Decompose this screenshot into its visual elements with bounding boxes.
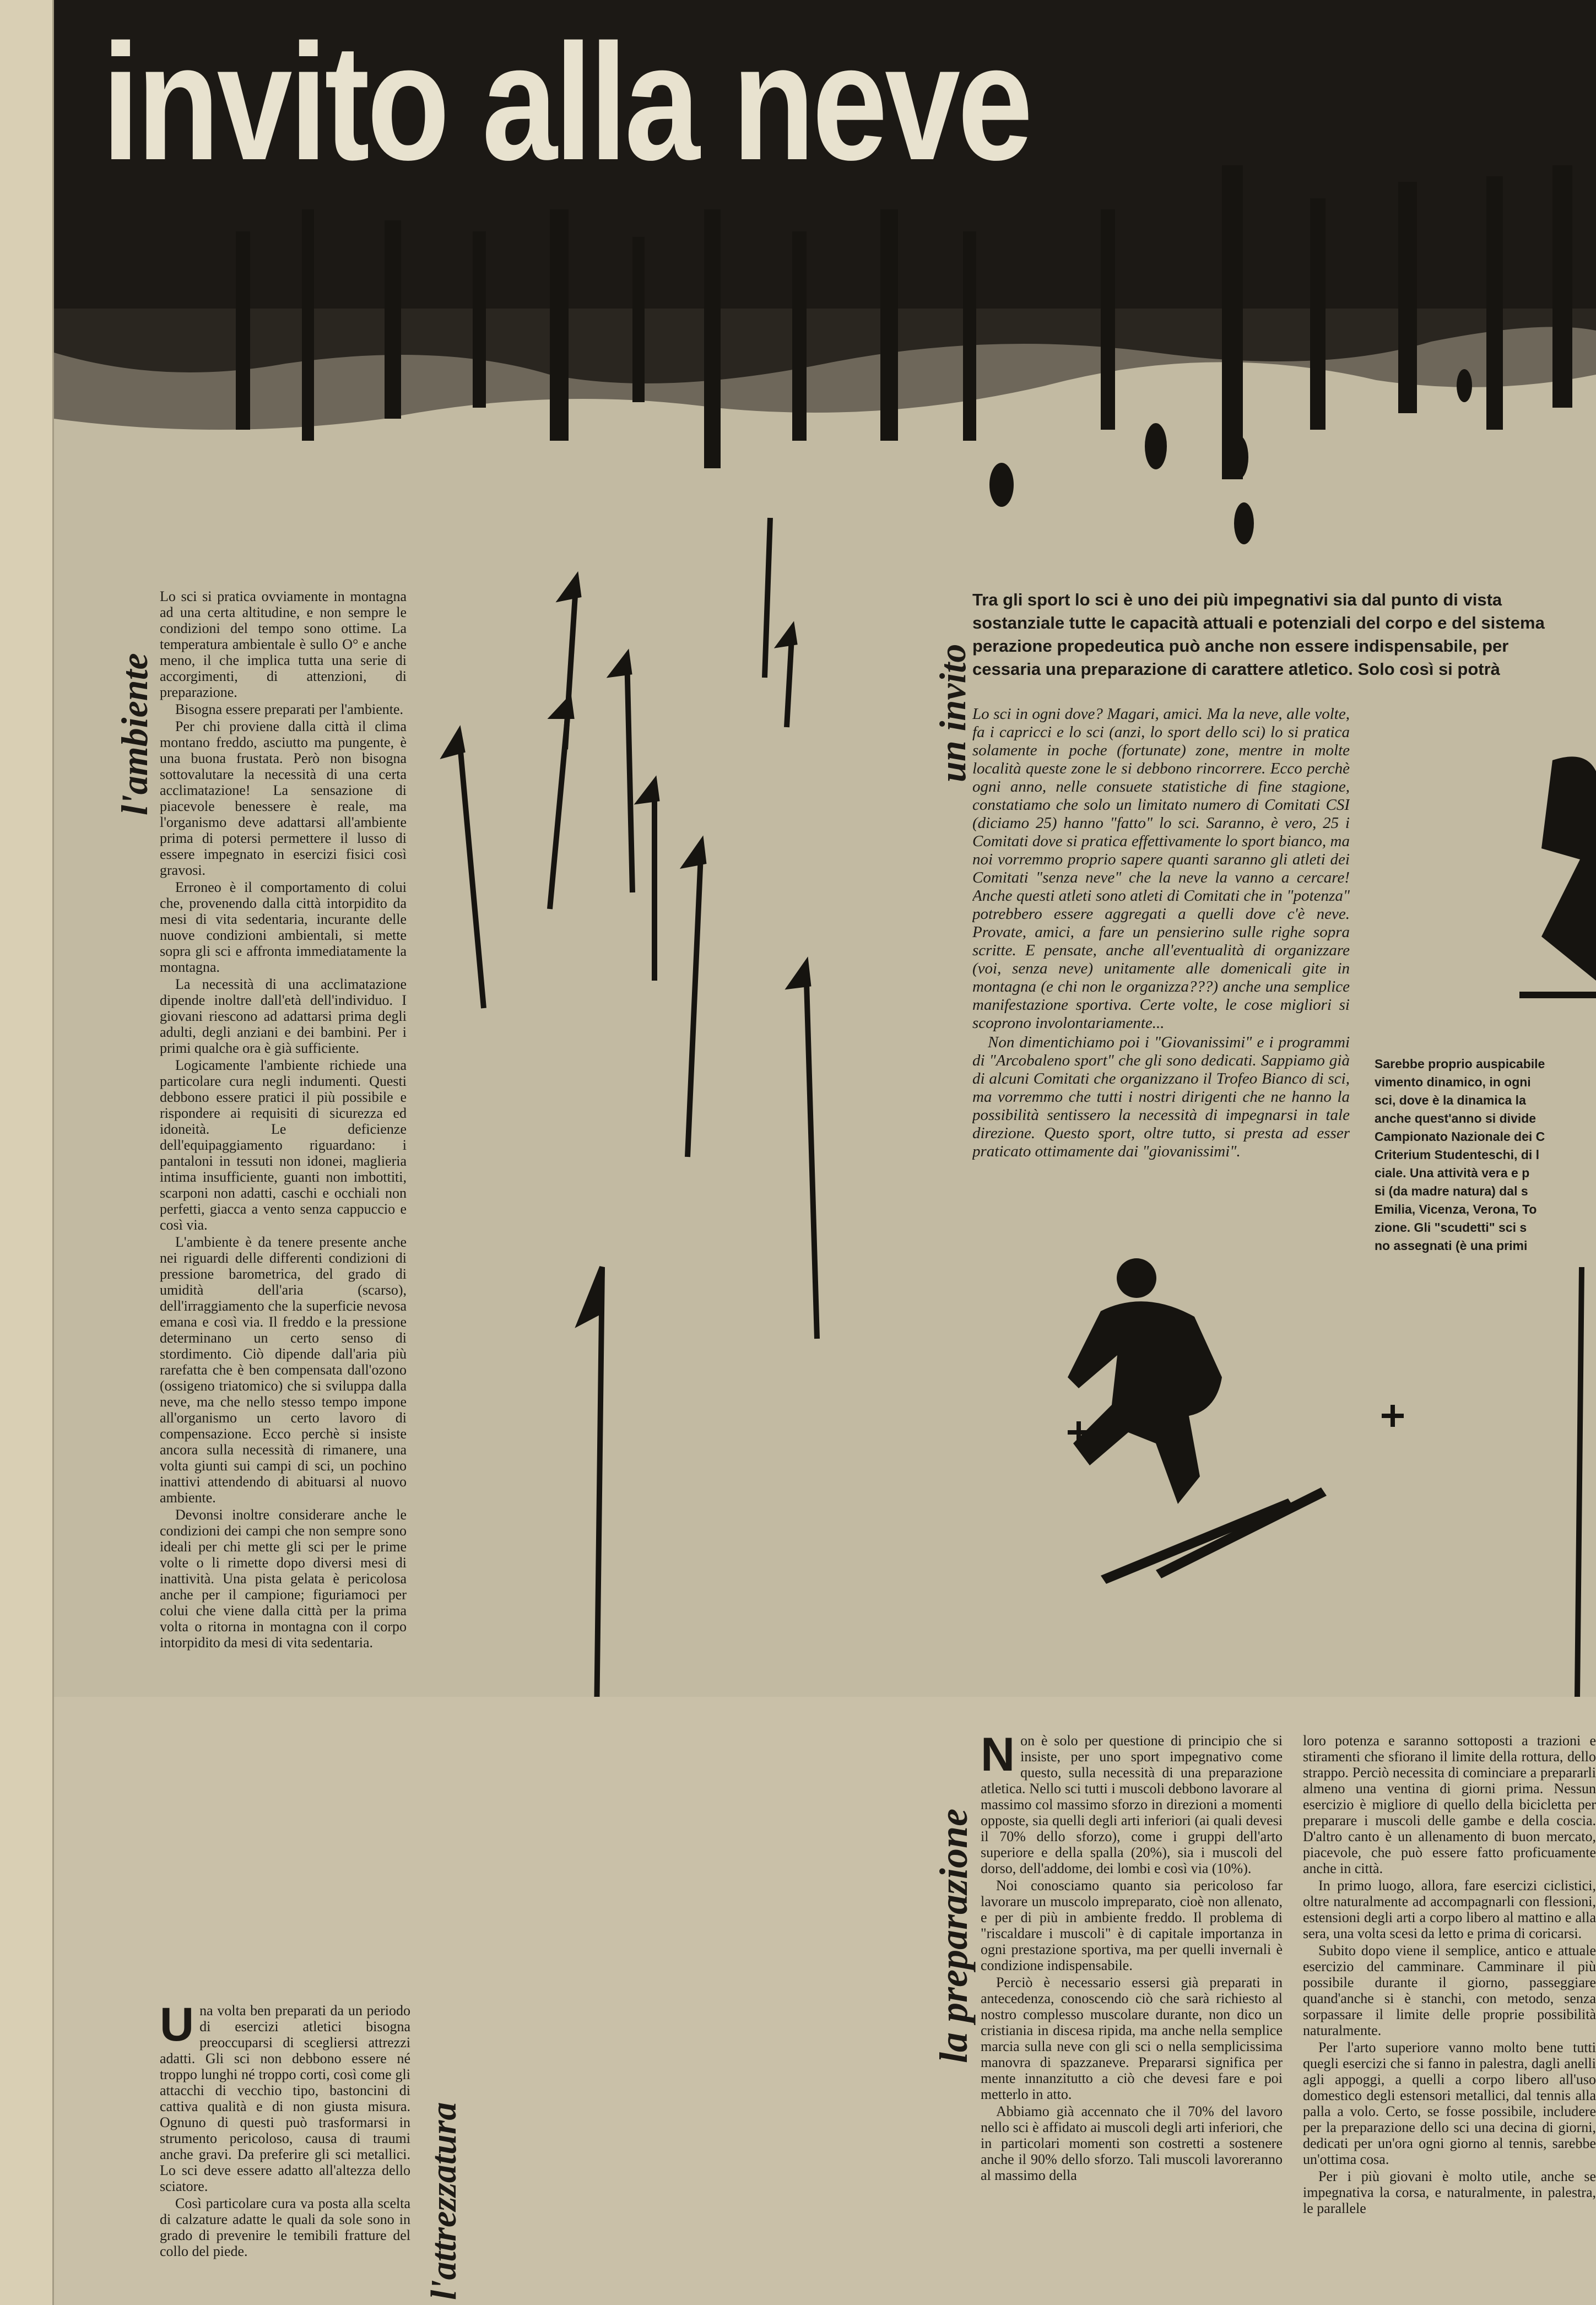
intro-line: cessaria una preparazione di carattere atletico. Solo così si potrà <box>972 659 1500 679</box>
caption-line: anche quest'anno si divide <box>1375 1111 1537 1126</box>
drop-cap: N <box>981 1733 1015 1781</box>
paragraph-text: na volta ben preparati da un periodo di esercizi atletici bisogna preoccuparsi di scegliersi attrezzi adatti. Gli sci non debbono essere né troppo lunghi né troppo corti, così come gli attacchi di vecchio tipo, bastoncini di cattiva qualità e di non giusta misura. Ognuno di questi può trasformarsi in strumento pericoloso, causa di traumi anche gravi. Da preferire gli sci metallici. Lo sci deve essere adatto all'altezza dello sciatore. <box>160 2003 410 2194</box>
paragraph: Per chi proviene dalla città il clima montano freddo, asciutto ma pungente, è una buona frustata. Però non bisogna sottovalutare la necessità di una certa acclimatazione! La sensazione di piacevole benessere è reale, ma l'organismo deve adattarsi all'ambiente prima di potersi permettere il lusso di essere impegnato in esercizi fisici così gravosi. <box>160 718 407 878</box>
intro-line: sostanziale tutte le capacità attuali e potenziali del corpo e del sistema <box>972 613 1545 632</box>
drop-cap: U <box>160 2003 194 2051</box>
invito-intro <box>972 588 1596 681</box>
caption-line: ciale. Una attività vera e p <box>1375 1166 1530 1180</box>
paragraph: Lo sci si pratica ovviamente in montagna ad una certa altitudine, e non sempre le condizioni del tempo sono ottime. La temperatura ambientale è sullo O° e anche meno, il che implica tutta una serie di accorgimenti, di attenzioni, di preparazione. <box>160 588 407 700</box>
photo-caption <box>1375 1055 1596 1255</box>
page-title: invito alla neve <box>102 9 1030 194</box>
paragraph: Così particolare cura va posta alla scelta di calzature adatte le quali da sole sono in grado di prevenire le temibili fratture del collo del piede. <box>160 2195 410 2259</box>
article-invito <box>972 705 1350 1256</box>
paragraph: Abbiamo già accennato che il 70% del lavoro nello sci è affidato ai muscoli degli arti inferiori, che in particolari momenti son costretti a sostenere anche il 90% dello sforzo. Tali muscoli lavoreranno al massimo della <box>981 2103 1283 2183</box>
paragraph <box>981 1733 1283 1876</box>
caption-line: Sarebbe proprio auspicabile <box>1375 1057 1545 1071</box>
caption-line: sci, dove è la dinamica la <box>1375 1093 1526 1107</box>
paragraph: Perciò è necessario essersi già preparati in antecedenza, conoscendo ciò che sarà richiesto al nostro complesso muscolare durante, non dico un cristiania in discesa ripida, ma anche nella semplice marcia sulla neve con gli sci o nella semplicissima manovra di spazzaneve. Prepararsi significa per mente innanzitutto a ciò che devesi fare e poi metterlo in atto. <box>981 1974 1283 2102</box>
intro-line: perazione propedeutica può anche non essere indispensabile, per <box>972 636 1509 656</box>
paragraph: Non dimentichiamo poi i "Giovanissimi" e i programmi di "Arcobaleno sport" che gli sono dedicati. Sappiamo già di alcuni Comitati che organizzano il Trofeo Bianco di sci, ma vorremmo che tutti i nostri dirigenti che ne hanno la possibilità sentissero la necessità di impegnarsi in tale direzione. Questo sport, oltre tutto, si presta ad esser praticato ottimamente dai "giovanissimi". <box>972 1034 1350 1160</box>
paragraph: Bisogna essere preparati per l'ambiente. <box>175 701 404 717</box>
caption-line: zione. Gli "scudetti" sci s <box>1375 1220 1527 1235</box>
article-ambiente <box>160 588 407 1828</box>
caption-line: no assegnati (è una primi <box>1375 1238 1528 1253</box>
article-preparazione-col2 <box>1303 1733 1596 2303</box>
paragraph: L'ambiente è da tenere presente anche nei riguardi delle differenti condizioni di pressione barometrica, del grado di umidità dell'aria (scarso), dell'irraggiamento che la superficie nevosa emana e così via. Il freddo e la pressione determinano un certo senso di stordimento. Ciò dipende dall'aria più rarefatta che è ben compensata dall'ozono (ossigeno triatomico) che si sviluppa dalla neve, ma che nello stesso tempo impone all'organismo un certo lavoro di compensazione. Ecco perchè si insiste ancora sulla necessità di rimanere, una volta giunti sui campi di sci, un pochino inattivi attendendo di abituarsi al nuovo ambiente. <box>160 1234 407 1506</box>
paragraph: Erroneo è il comportamento di colui che, provenendo dalla città intorpidito da mesi di vita sedentaria, incurante delle nuove condizioni ambientali, si mette sopra gli sci e affronta immediatamente la montagna. <box>160 879 407 975</box>
paragraph: Noi conosciamo quanto sia pericoloso far lavorare un muscolo impreparato, cioè non allenato, e per di più in ambiente freddo. Il problema di "riscaldare i muscoli" è di capitale importanza in ogni prestazione sportiva, ma per quelli invernali è condizione indispensabile. <box>981 1877 1283 1973</box>
paragraph: Lo sci in ogni dove? Magari, amici. Ma la neve, alle volte, fa i capricci e lo sci (anzi, lo sport dello sci) lo si pratica solamente in poche (fortunate) zone, mentre in molte località queste zone le si debbono rincorrere. Ecco perchè ogni anno, nelle consuete statistiche di fine stagione, constatiamo che solo un limitato numero di Comitati CSI (diciamo 25) hanno "fatto" lo sci. Saranno, è vero, 25 i Comitati dove si pratica effettivamente lo sport bianco, ma noi vorremmo proprio sapere quanti saranno gli atleti dei Comitati "senza neve" che la neve la vanno a cercare! Anche questi atleti sono atleti di Comitati che in "potenza" potrebbero essere aggregati a quelli dove c'è neve. Provate, amici, a fare un pensierino sulle righe sopra scritte. E pensate, anche all'eventualità di organizzare (voi, senza neve) unitamente alle domenicali gite in montagna (e chi non le organizza???) anche una semplice manifestazione sportiva. Certe volte, le cose migliori si scoprono involontariamente... <box>972 705 1350 1032</box>
article-preparazione-col1 <box>981 1733 1283 2303</box>
caption-line: vimento dinamico, in ogni <box>1375 1075 1531 1089</box>
paragraph: loro potenza e saranno sottoposti a trazioni e stiramenti che sfiorano il limite della rottura, dello strappo. Perciò necessita di cominciare a prepararli almeno una ventina di giorni prima. Nessun esercizio è migliore di quello della bicicletta per preparare i muscoli delle gambe e della coscia. D'altro canto è un allenamento di buon mercato, piacevole, che può essere fatto proficuamente anche in città. <box>1303 1733 1596 1876</box>
section-heading-invito: un invito <box>932 643 973 782</box>
paragraph-text: on è solo per questione di principio che si insiste, per uno sport impegnativo come questo, sulla necessità di una preparazione atletica. Nello sci tutti i muscoli debbono lavorare al massimo col massimo sforzo in direzioni a momenti opposte, sia quelli degli arti inferiori (ai quali devesi il 70% dello sforzo), come i gruppi dell'arto superiore e della spalla (20%), sia i muscoli del dorso, dell'addome, dei lombi e così via (10%). <box>981 1733 1283 1876</box>
paragraph: In primo luogo, allora, fare esercizi ciclistici, oltre naturalmente ad accompagnarli con flessioni, estensioni degli arti a corpo libero al mattino e alla sera, una volta scesi da letto e prima di coricarsi. <box>1303 1877 1596 1941</box>
paragraph: La necessità di una acclimatazione dipende inoltre dall'età dell'individuo. I giovani riescono ad adattarsi prima degli adulti, degli anziani e dei bambini. Per i primi qualche ora è già sufficiente. <box>160 976 407 1056</box>
section-heading-attrezzatura: l'attrezzatura <box>424 2102 464 2300</box>
paragraph: Devonsi inoltre considerare anche le condizioni dei campi che non sempre sono ideali per chi mette gli sci per le prime volte o li rimette dopo diversi mesi di inattività. Una pista gelata è pericolosa anche per il campione; figuriamoci per colui che viene dalla città per la prima volta o ritorna in montagna con il corpo intorpidito da mesi di vita sedentaria. <box>160 1507 407 1651</box>
paragraph: Subito dopo viene il semplice, antico e attuale esercizio del camminare. Camminare il più possibile durante il giorno, passeggiare quand'anche si è stanchi, con metodo, senza sorpassare il limite delle proprie possibilità naturalmente. <box>1303 1943 1596 2038</box>
paragraph: Logicamente l'ambiente richiede una particolare cura negli indumenti. Questi debbono essere pratici il più possibile e rispondere ai requisiti di sicurezza ed idoneità. Le deficienze dell'equipaggiamento riguardano: i pantaloni in tessuti non idonei, maglieria intima insufficiente, guanti non imbottiti, scarponi non adatti, caschi e occhiali non perfetti, giacca a vento senza cappuccio e così via. <box>160 1057 407 1233</box>
section-heading-preparazione: la preparazione <box>932 1808 976 2063</box>
caption-line: Criterium Studenteschi, di l <box>1375 1148 1540 1162</box>
article-attrezzatura <box>160 2003 410 2303</box>
caption-line: si (da madre natura) dal s <box>1375 1184 1528 1198</box>
paragraph: Per i più giovani è molto utile, anche se impegnativa la corsa, e naturalmente, in palestra, le parallele <box>1303 2168 1596 2216</box>
intro-line: Tra gli sport lo sci è uno dei più impegnativi sia dal punto di vista <box>972 590 1502 609</box>
paragraph: Per l'arto superiore vanno molto bene tutti quegli esercizi che si fanno in palestra, dagli anelli agli appoggi, a quelli a corpo libero all'uso domestico degli estensori metallici, dal tennis alla palla a volo. Certo, se fosse possibile, includere per la preparazione dello sci una decina di giorni, dedicati per un'ora ogni giorno al tennis, sarebbe un'ottima cosa. <box>1303 2039 1596 2167</box>
page-gutter <box>0 0 54 2305</box>
paragraph <box>160 2003 410 2194</box>
section-heading-ambiente: l'ambiente <box>113 653 155 815</box>
caption-line: Campionato Nazionale dei C <box>1375 1129 1545 1144</box>
caption-line: Emilia, Vicenza, Verona, To <box>1375 1202 1537 1216</box>
